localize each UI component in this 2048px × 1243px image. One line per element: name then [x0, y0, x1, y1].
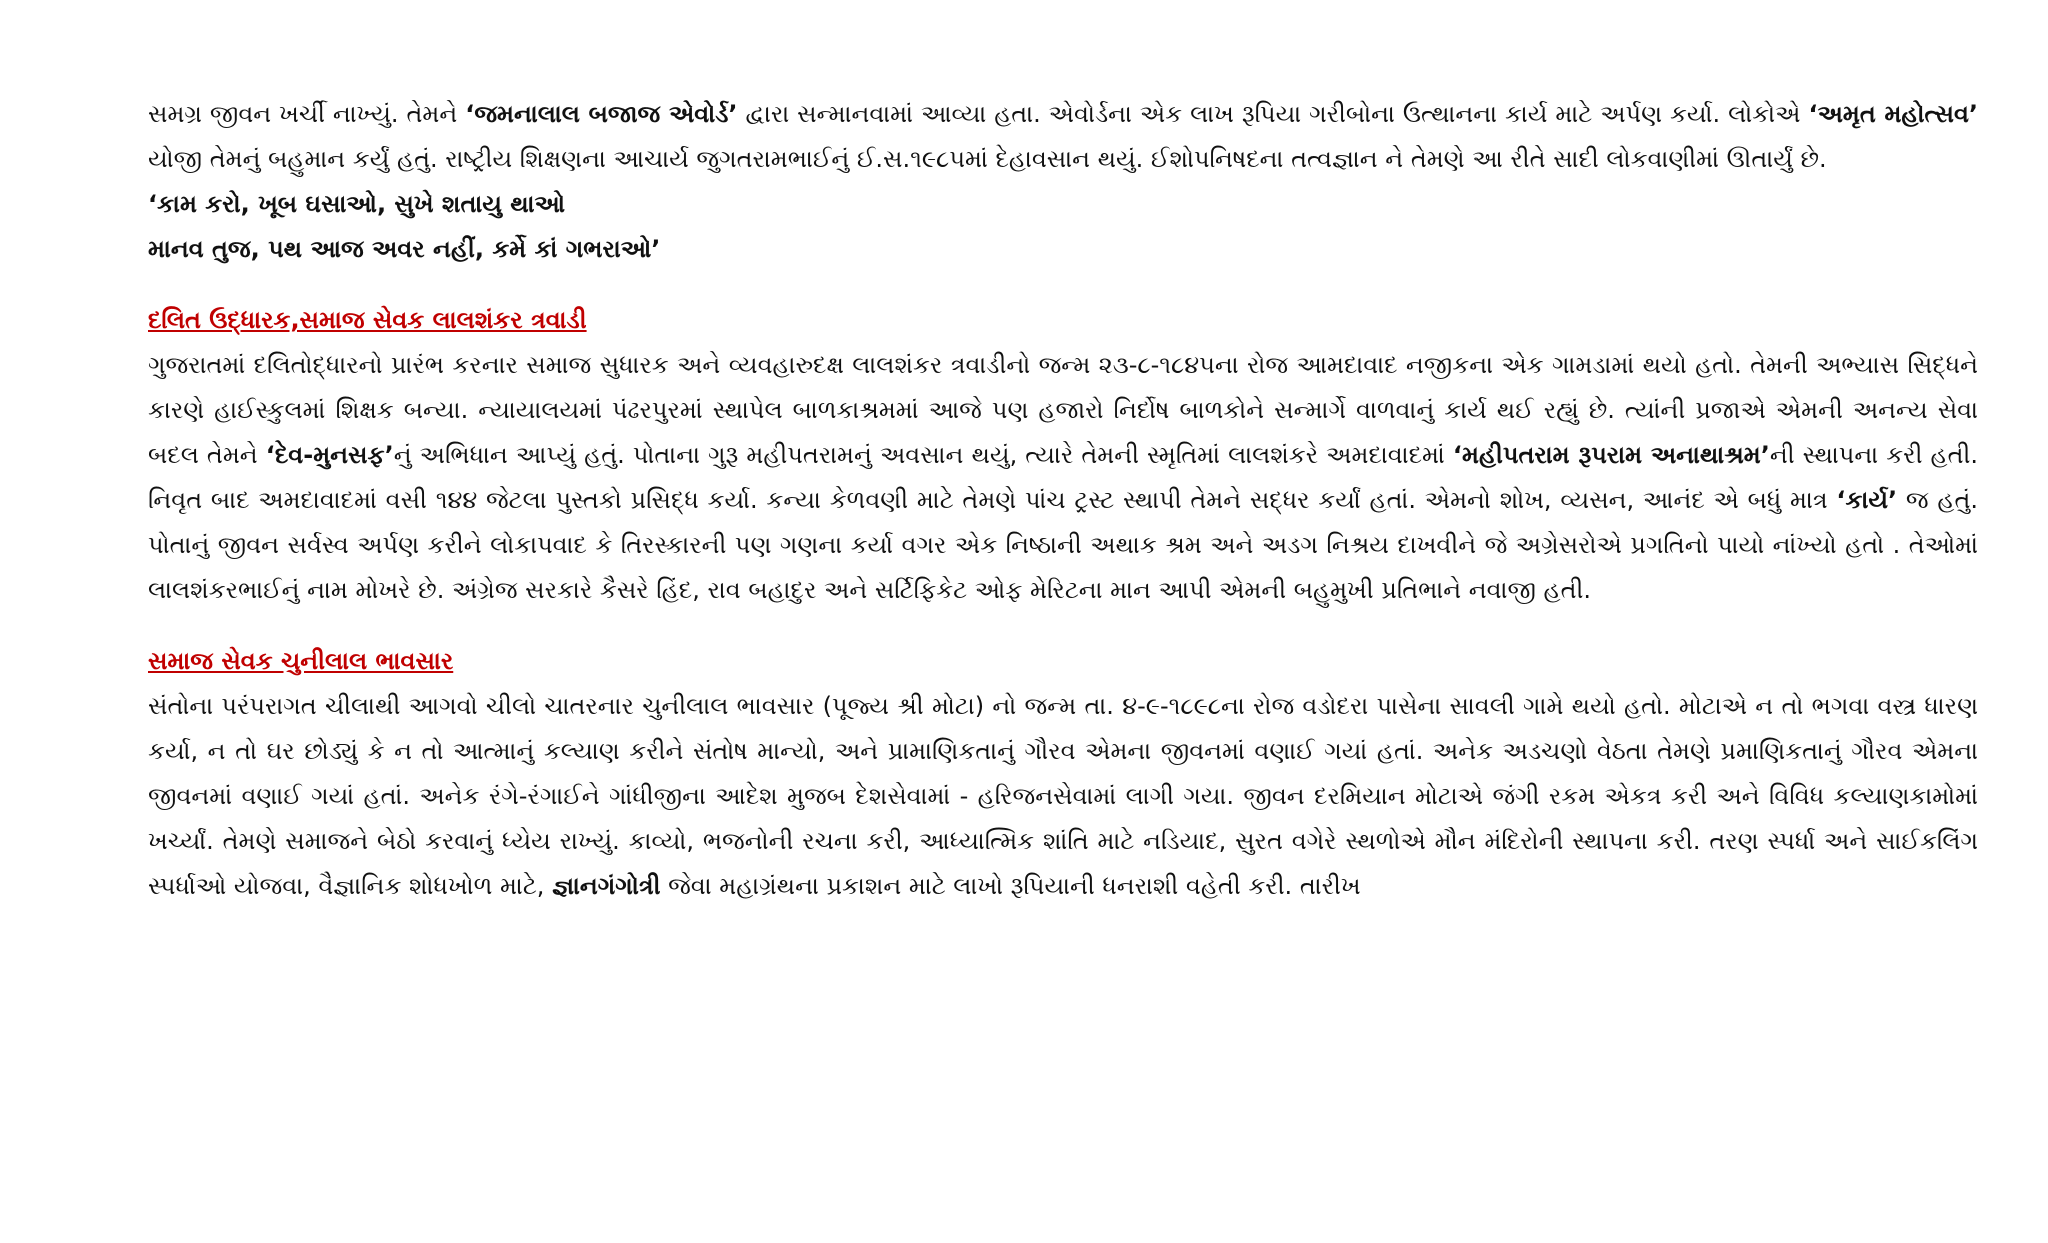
intro-bold-festival: ‘અમૃત મહોત્સવ’ — [1808, 100, 1979, 128]
section2-text-2: જેવા મહાગ્રંથના પ્રકાશન માટે લાખો રૂપિયાની ધનરાશી વહેતી કરી. તારીખ — [668, 872, 1361, 900]
section1-bold-2: ‘મહીપતરામ રૂપરામ અનાથાશ્રમ’ — [1452, 441, 1770, 469]
section-heading-chunilal: સમાજ સેવક ચુનીલાલ ભાવસાર — [148, 647, 454, 675]
section1-text-2: નું અભિધાન આપ્યું હતું. પોતાના ગુરૂ મહીપતરામનું અવસાન થયું, ત્યારે તેમની સ્મૃતિમાં લાલશંકરે અમદાવાદમાં — [393, 441, 1445, 469]
intro-text-1: સમગ્ર જીવન ખર્ચી નાખ્યું. તેમને — [148, 100, 458, 128]
section-heading-lalshankar: દલિત ઉદ્ધારક,સમાજ સેવક લાલશંકર ત્રવાડી — [148, 306, 587, 334]
section1-bold-3: ‘કાર્ય’ — [1836, 486, 1898, 514]
section1-text-3: ની સ્થાપના કરી હતી. નિવૃત બાદ અમદાવાદમાં વસી ૧૪૪ જેટલા પુસ્તકો પ્રસિદ્ધ કર્યા. કન્યા કેળવણી માટે તેમણે પાંચ ટ્રસ્ટ સ્થાપી તેમને સદ્ધર કર્યાં હતાં. એમનો શોખ, વ્યસન, આનંદ એ બધું માત્ર — [148, 441, 1978, 514]
section-paragraph-chunilal — [148, 684, 1978, 909]
section2-bold-1: જ્ઞાનગંગોત્રી — [552, 872, 661, 900]
section1-text-1: ગુજરાતમાં દલિતોદ્ધારનો પ્રારંભ કરનાર સમાજ સુધારક અને વ્યવહારુદક્ષ લાલશંકર ત્રવાડીનો જન્મ ૨૩-૮-૧૮૪૫ના રોજ આમદાવાદ નજીકના એક ગામડામાં થયો હતો. તેમની અભ્યાસ સિદ્ધને કારણે હાઈસ્કુલમાં શિક્ષક બન્યા. ન્યાયાલયમાં પંઢરપુરમાં સ્થાપેલ બાળકાશ્રમમાં આજે પણ હજારો નિર્દોષ બાળકોને સન્માર્ગે વાળવાનું કાર્ય થઈ રહ્યું છે. ત્યાંની પ્રજાએ એમની અનન્ય સેવા બદલ તેમને — [148, 351, 1978, 469]
section1-text-4: જ હતું. પોતાનું જીવન સર્વસ્વ અર્પણ કરીને લોકાપવાદ કે તિરસ્કારની પણ ગણના કર્યા વગર એક નિષ્ઠાની અથાક શ્રમ અને અડગ નિશ્રય દાખવીને જે અગ્રેસરોએ પ્રગતિનો પાયો નાંખ્યો હતો . તેઓમાં લાલશંકરભાઈનું નામ મોખરે છે. અંગ્રેજ સરકારે કૈસરે હિંદ, રાવ બહાદુર અને સર્ટિફિકેટ ઓફ મેરિટના માન આપી એમની બહુમુખી પ્રતિભાને નવાજી હતી. — [148, 486, 1978, 604]
section1-bold-1: ‘દેવ-મુનસફ’ — [265, 441, 394, 469]
section2-text-1: સંતોના પરંપરાગત ચીલાથી આગવો ચીલો ચાતરનાર ચુનીલાલ ભાવસાર (પૂજ્ય શ્રી મોટા) નો જન્મ તા. ૪-૯-૧૮૯૮ના રોજ વડોદરા પાસેના સાવલી ગામે થયો હતો. મોટાએ ન તો ભગવા વસ્ત્ર ધારણ કર્યા, ન તો ઘર છોડ્યું કે ન તો આત્માનું કલ્યાણ કરીને સંતોષ માન્યો, અને પ્રામાણિકતાનું ગૌરવ એમના જીવનમાં વણાઈ ગયાં હતાં. અનેક અડચણો વેઠતા તેમણે પ્રમાણિકતાનું ગૌરવ એમના જીવનમાં વણાઈ ગયાં હતાં. અનેક રંગે-રંગાઈને ગાંધીજીના આદેશ મુજબ દેશસેવામાં - હરિજનસેવામાં લાગી ગયા. જીવન દરમિયાન મોટાએ જંગી રકમ એકત્ર કરી અને વિવિધ કલ્યાણકામોમાં ખર્ચ્યાં. તેમણે સમાજને બેઠો કરવાનું ધ્યેય રાખ્યું. કાવ્યો, ભજનોની રચના કરી, આધ્યાત્મિક શાંતિ માટે નડિયાદ, સુરત વગેરે સ્થળોએ મૌન મંદિરોની સ્થાપના કરી. તરણ સ્પર્ધા અને સાઈકલિંગ સ્પર્ધાઓ યોજવા, વૈજ્ઞાનિક શોધખોળ માટે, — [148, 692, 1978, 900]
poem — [148, 182, 1978, 272]
intro-bold-award: ‘જમનાલાલ બજાજ એવોર્ડ’ — [465, 100, 738, 128]
poem-line-1: ‘કામ કરો, ખૂબ ઘસાઓ, સુખે શતાયુ થાઓ — [148, 190, 566, 218]
poem-line-2: માનવ તુજ, પથ આજ અવર નહીં, કર્મે કાં ગભરાઓ’ — [148, 235, 661, 263]
intro-text-3: યોજી તેમનું બહુમાન કર્યું હતું. રાષ્ટ્રીય શિક્ષણના આચાર્ય જુગતરામભાઈનું ઈ.સ.૧૯૮૫માં દેહાવસાન થયું. ઈશોપનિષદના તત્વજ્ઞાન ને તેમણે આ રીતે સાદી લોકવાણીમાં ઊતાર્યું છે. — [148, 145, 1827, 173]
document-page — [148, 92, 1978, 909]
intro-paragraph — [148, 92, 1978, 182]
intro-text-2: દ્વારા સન્માનવામાં આવ્યા હતા. એવોર્ડના એક લાખ રૂપિયા ગરીબોના ઉત્થાનના કાર્ય માટે અર્પણ કર્યા. લોકોએ — [745, 100, 1801, 128]
section-paragraph-lalshankar — [148, 343, 1978, 613]
